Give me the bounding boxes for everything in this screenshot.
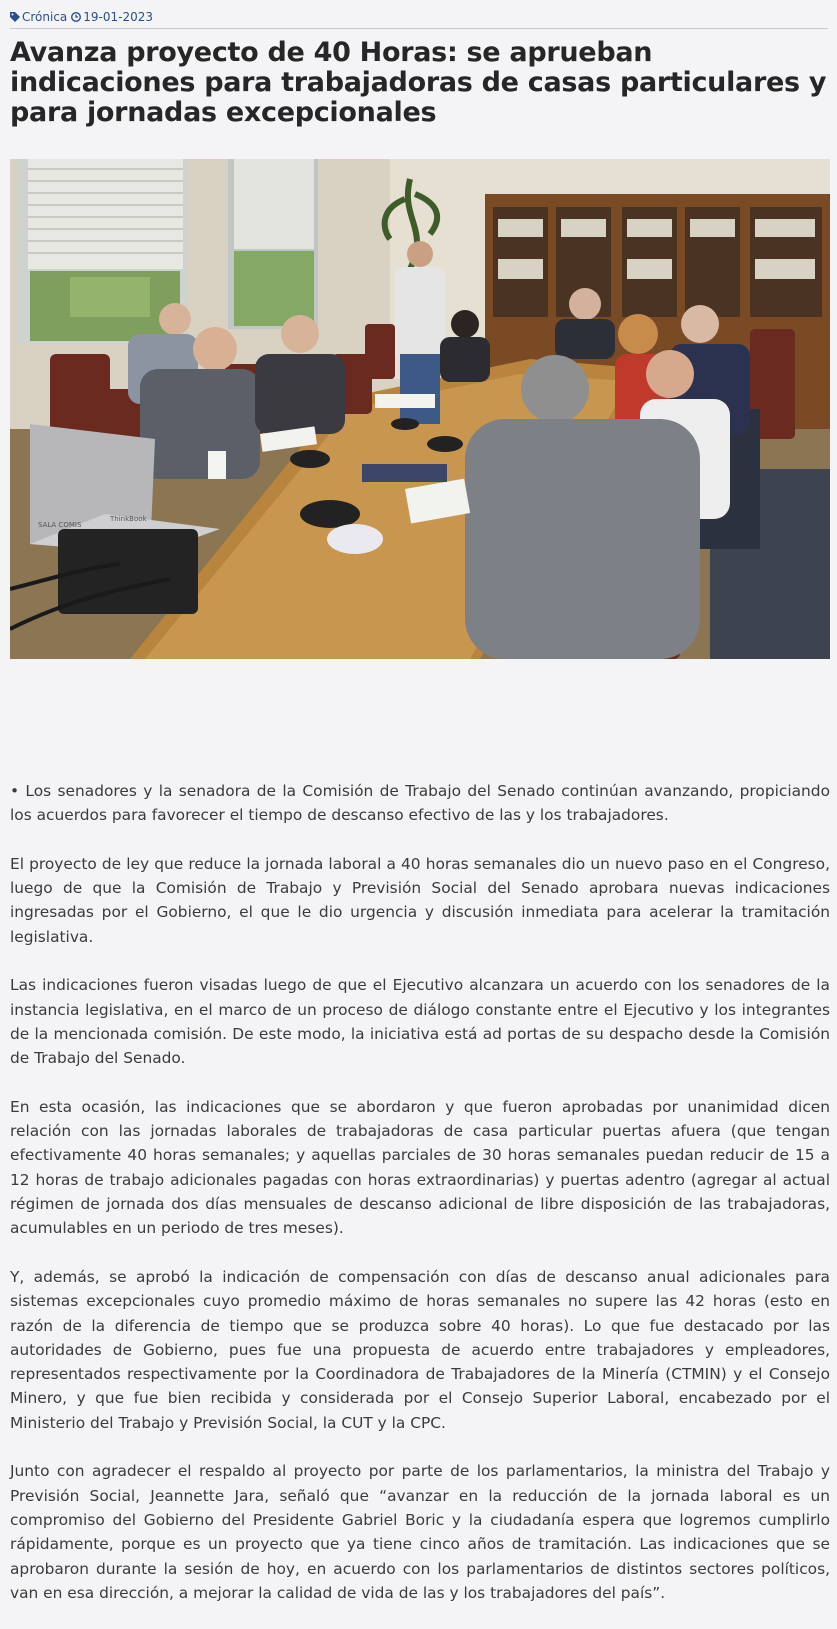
paragraph: • Los senadores y la senadora de la Comisión de Trabajo del Senado continúan avanzando, propiciando los acuerdos para favorecer el tiempo de descanso efectivo de las y los trabajadores.: [10, 782, 830, 825]
laptop-sticker: SALA COMIS: [38, 521, 82, 529]
article-title: Avanza proyecto de 40 Horas: se aprueban indicaciones para trabajadoras de casas particulares y para jornadas excepcionales: [10, 37, 827, 128]
paragraph: Junto con agradecer el respaldo al proyecto por parte de los parlamentarios, la ministra del Trabajo y Previsión Social, Jeannette Jara, señaló que “avanzar en la reducción de la jornada laboral es un compromiso del Gobierno del Presidente Gabriel Boric y la ciudadanía espera que logremos cumplirlo rápidamente, porque es un proyecto que ya tiene cinco años de tramitación. Las indicaciones que se aprobaron durante la sesión de hoy, en acuerdo con los parlamentarios de distintos sectores políticos, van en esa dirección, a mejorar la calidad de vida de las y los trabajadores del país”.: [10, 1462, 830, 1602]
paragraph: El proyecto de ley que reduce la jornada laboral a 40 horas semanales dio un nuevo paso en el Congreso, luego de que la Comisión de Trabajo y Previsión Social del Senado aprobara nuevas indicaciones ingresadas por el Gobierno, el que le dio urgencia y discusión inmediata para acelerar la tramitación legislativa.: [10, 854, 830, 946]
article-photo: [10, 159, 830, 659]
clock-icon: [71, 10, 81, 20]
category-link[interactable]: Crónica: [22, 10, 68, 24]
article-date: 19-01-2023: [83, 10, 154, 24]
article-body: [10, 779, 830, 1629]
article-meta: [10, 9, 828, 29]
laptop-brand: ThinkBook: [110, 515, 147, 523]
paragraph: Y, además, se aprobó la indicación de compensación con días de descanso anual adicionales para sistemas excepcionales cuyo promedio máximo de horas semanales no supere las 42 horas (esto en razón de la diferencia de tiempo que se produzca sobre 40 horas). Lo que fue destacado por las autoridades de Gobierno, pues fue una propuesta de acuerdo entre trabajadores y empleadores, representados respectivamente por la Coordinadora de Trabajadores de la Minería (CTMIN) y el Consejo Minero, y que fue bien recibida y considerada por el Consejo Superior Laboral, encabezado por el Ministerio del Trabajo y Previsión Social, la CUT y la CPC.: [10, 1267, 830, 1432]
paragraph: Las indicaciones fueron visadas luego de que el Ejecutivo alcanzara un acuerdo con los senadores de la instancia legislativa, en el marco de un proceso de diálogo constante entre el Ejecutivo y los integrantes de la mencionada comisión. De este modo, la iniciativa está ad portas de su despacho desde la Comisión de Trabajo del Senado.: [10, 976, 830, 1068]
tag-icon: [10, 10, 20, 20]
paragraph: En esta ocasión, las indicaciones que se abordaron y que fueron aprobadas por unanimidad dicen relación con las jornadas laborales de trabajadoras de casa particular puertas afuera (que tengan efectivamente 40 horas semanales; y aquellas parciales de 30 horas semanales puedan reducir de 15 a 12 horas de trabajo adicionales pagadas con horas extraordinarias) y puertas adentro (agregar al actual régimen de jornada dos días mensuales de descanso adicional de libre disposición de las trabajadoras, acumulables en un periodo de tres meses).: [10, 1097, 830, 1238]
